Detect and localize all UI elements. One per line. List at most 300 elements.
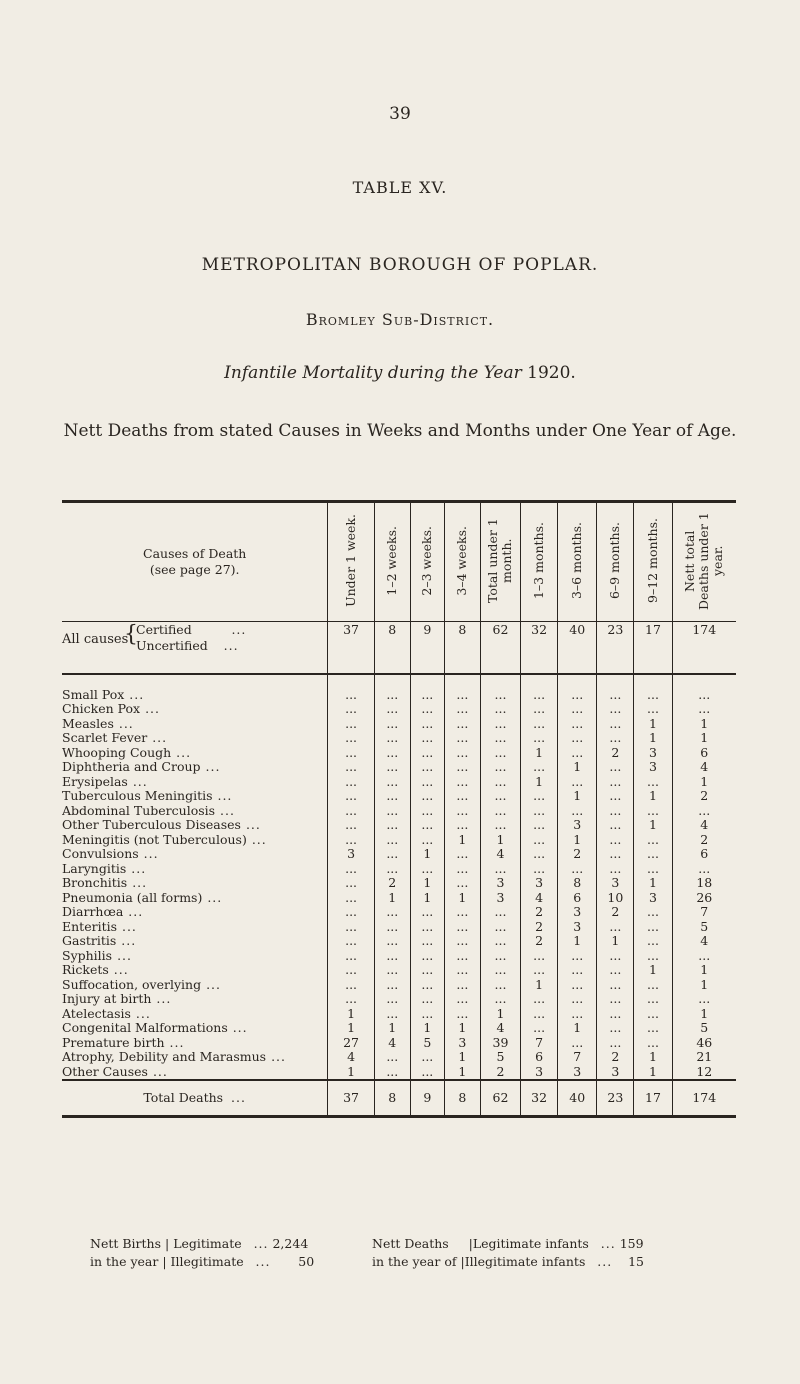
value-cell: ... bbox=[558, 1007, 597, 1022]
leader-dots: ... bbox=[147, 1064, 168, 1079]
cause-label: Tuberculous Meningitis ... bbox=[62, 789, 233, 803]
cause-label: Whooping Cough ... bbox=[62, 745, 192, 760]
cause-row bbox=[62, 833, 736, 848]
value-cell: 1 bbox=[558, 760, 597, 775]
value-cell: ... bbox=[410, 702, 444, 717]
deaths-summary: Nett Deaths |Legitimate infants ... 159 in the year of |Illegitimate infants ... 15 bbox=[372, 1236, 645, 1269]
cause-row bbox=[62, 804, 736, 819]
value-cell: 6 bbox=[672, 746, 736, 761]
value-cell: ... bbox=[672, 949, 736, 964]
leader-dots: ... bbox=[113, 716, 134, 731]
value-cell: ... bbox=[597, 760, 634, 775]
total-cell: 17 bbox=[634, 1080, 672, 1116]
value-cell: ... bbox=[597, 862, 634, 877]
leader-dots: ... bbox=[126, 861, 147, 876]
value-cell: ... bbox=[480, 992, 520, 1007]
value-cell: ... bbox=[672, 702, 736, 717]
value-cell: ... bbox=[410, 746, 444, 761]
column-header: 3–4 weeks. bbox=[444, 502, 480, 622]
value-cell: ... bbox=[558, 992, 597, 1007]
value-cell: ... bbox=[410, 731, 444, 746]
brace-glyph: | bbox=[165, 1236, 170, 1251]
value-cell: ... bbox=[328, 746, 374, 761]
leader-dots: ... bbox=[123, 905, 144, 919]
value-cell: ... bbox=[410, 1007, 444, 1022]
value-cell: ... bbox=[444, 876, 480, 891]
value-cell: ... bbox=[480, 717, 520, 732]
all-causes-cell: 32 bbox=[521, 622, 558, 674]
value-cell: 1 bbox=[328, 1021, 374, 1036]
value-cell: ... bbox=[597, 818, 634, 833]
value-cell: 5 bbox=[672, 1021, 736, 1036]
value-cell: ... bbox=[634, 949, 672, 964]
value-cell: 2 bbox=[597, 746, 634, 761]
value-cell: ... bbox=[374, 978, 410, 993]
cause-label: Measles ... bbox=[62, 716, 134, 731]
leader-dots: ... bbox=[138, 847, 159, 861]
brace-glyph: | bbox=[468, 1236, 473, 1251]
value-cell: 2 bbox=[521, 905, 558, 920]
cause-row bbox=[62, 1007, 736, 1022]
value-cell: 18 bbox=[672, 876, 736, 891]
total-cell: 174 bbox=[672, 1080, 736, 1116]
value-cell: ... bbox=[328, 833, 374, 848]
value-cell: ... bbox=[374, 731, 410, 746]
cause-row bbox=[62, 1065, 736, 1081]
value-cell: ... bbox=[444, 717, 480, 732]
value-cell: ... bbox=[521, 847, 558, 862]
all-causes-label bbox=[62, 622, 328, 674]
all-causes-cell: 62 bbox=[480, 622, 520, 674]
value-cell: ... bbox=[521, 1021, 558, 1036]
value-cell: ... bbox=[374, 746, 410, 761]
cause-row bbox=[62, 775, 736, 790]
cause-row bbox=[62, 702, 736, 717]
value-cell: ... bbox=[672, 862, 736, 877]
value-cell: ... bbox=[634, 847, 672, 862]
value-cell: ... bbox=[328, 731, 374, 746]
value-cell: ... bbox=[480, 963, 520, 978]
caption-year: 1920. bbox=[527, 363, 576, 383]
value-cell: ... bbox=[480, 934, 520, 949]
value-cell: ... bbox=[480, 702, 520, 717]
births-label: Nett Births bbox=[90, 1236, 162, 1251]
cause-row bbox=[62, 789, 736, 804]
value-cell: ... bbox=[597, 1021, 634, 1036]
causes-header-label: Causes of Death bbox=[143, 546, 247, 561]
table-description: Nett Deaths from stated Causes in Weeks and Months under One Year of Age. bbox=[63, 421, 737, 441]
causes-header bbox=[62, 502, 328, 622]
value-cell: ... bbox=[328, 876, 374, 891]
column-header: 2–3 weeks. bbox=[410, 502, 444, 622]
value-cell: ... bbox=[521, 731, 558, 746]
value-cell: ... bbox=[444, 963, 480, 978]
value-cell: ... bbox=[597, 963, 634, 978]
value-cell: 1 bbox=[597, 934, 634, 949]
value-cell: ... bbox=[558, 978, 597, 993]
value-cell: ... bbox=[410, 717, 444, 732]
total-deaths-label: Total Deaths ... bbox=[143, 1090, 246, 1106]
value-cell: 1 bbox=[410, 891, 444, 906]
value-cell: ... bbox=[374, 1065, 410, 1081]
column-header: 1–3 months. bbox=[521, 502, 558, 622]
value-cell: ... bbox=[328, 775, 374, 790]
value-cell: ... bbox=[328, 760, 374, 775]
value-cell: ... bbox=[374, 963, 410, 978]
cause-label: Bronchitis ... bbox=[62, 876, 148, 890]
cause-label: Abdominal Tuberculosis ... bbox=[62, 803, 235, 818]
value-cell: ... bbox=[444, 789, 480, 804]
value-cell: ... bbox=[410, 775, 444, 790]
value-cell: ... bbox=[444, 746, 480, 761]
value-cell: 26 bbox=[672, 891, 736, 906]
cause-row bbox=[62, 963, 736, 978]
cause-row bbox=[62, 760, 736, 775]
value-cell: 3 bbox=[328, 847, 374, 862]
value-cell: 5 bbox=[410, 1036, 444, 1051]
value-cell: 1 bbox=[410, 1021, 444, 1036]
value-cell: 1 bbox=[672, 775, 736, 790]
value-cell: ... bbox=[480, 862, 520, 877]
all-causes-cell: 9 bbox=[410, 622, 444, 674]
value-cell: 1 bbox=[672, 717, 736, 732]
value-cell: ... bbox=[480, 949, 520, 964]
births-illegitimate-label: Illegitimate bbox=[170, 1254, 244, 1269]
births-illegitimate-value: 50 bbox=[298, 1254, 315, 1269]
value-cell: ... bbox=[521, 949, 558, 964]
value-cell: 2 bbox=[597, 905, 634, 920]
value-cell: 8 bbox=[558, 876, 597, 891]
table-title: TABLE XV. bbox=[352, 178, 448, 197]
value-cell: ... bbox=[328, 891, 374, 906]
value-cell: 4 bbox=[480, 847, 520, 862]
value-cell: ... bbox=[410, 688, 444, 703]
cause-label: Suffocation, overlying ... bbox=[62, 977, 221, 992]
value-cell: ... bbox=[444, 760, 480, 775]
value-cell: ... bbox=[480, 920, 520, 935]
leader-dots: ... bbox=[117, 919, 137, 934]
cause-row bbox=[62, 934, 736, 949]
leader-dots: ... bbox=[240, 818, 261, 832]
value-cell: 1 bbox=[558, 934, 597, 949]
leader-dots: ... bbox=[227, 1021, 248, 1035]
value-cell: 3 bbox=[558, 1065, 597, 1081]
value-cell: 1 bbox=[480, 833, 520, 848]
value-cell: ... bbox=[374, 862, 410, 877]
value-cell: 1 bbox=[634, 876, 672, 891]
value-cell: 3 bbox=[597, 1065, 634, 1081]
certified-label: Certified ... bbox=[136, 622, 247, 637]
column-header: 6–9 months. bbox=[597, 502, 634, 622]
cause-label: Atrophy, Debility and Marasmus ... bbox=[62, 1050, 287, 1064]
all-causes-cell: 40 bbox=[558, 622, 597, 674]
total-cell: 9 bbox=[410, 1080, 444, 1116]
cause-row bbox=[62, 1036, 736, 1051]
value-cell: ... bbox=[374, 1050, 410, 1065]
value-cell: 3 bbox=[480, 876, 520, 891]
value-cell: ... bbox=[328, 905, 374, 920]
value-cell: ... bbox=[558, 804, 597, 819]
leader-dots: ... bbox=[151, 992, 172, 1006]
value-cell: ... bbox=[480, 746, 520, 761]
leader-dots: ... bbox=[124, 687, 145, 702]
cause-row bbox=[62, 992, 736, 1007]
cause-row bbox=[62, 1021, 736, 1036]
cause-row bbox=[62, 876, 736, 891]
leader-dots: ... bbox=[200, 760, 221, 774]
value-cell: ... bbox=[328, 717, 374, 732]
value-cell: 1 bbox=[672, 1007, 736, 1022]
value-cell: 27 bbox=[328, 1036, 374, 1051]
value-cell: ... bbox=[328, 789, 374, 804]
value-cell: ... bbox=[410, 934, 444, 949]
value-cell: 3 bbox=[558, 920, 597, 935]
value-cell: 2 bbox=[672, 789, 736, 804]
value-cell: 1 bbox=[374, 891, 410, 906]
value-cell: 7 bbox=[521, 1036, 558, 1051]
value-cell: ... bbox=[444, 862, 480, 877]
value-cell: ... bbox=[672, 804, 736, 819]
value-cell: ... bbox=[597, 789, 634, 804]
value-cell: 1 bbox=[634, 1050, 672, 1065]
value-cell: ... bbox=[410, 920, 444, 935]
value-cell: ... bbox=[374, 818, 410, 833]
value-cell: 3 bbox=[558, 905, 597, 920]
leader-dots: ... bbox=[202, 890, 223, 905]
value-cell: 3 bbox=[558, 818, 597, 833]
value-cell: ... bbox=[410, 1050, 444, 1065]
value-cell: ... bbox=[410, 1065, 444, 1081]
value-cell: ... bbox=[597, 804, 634, 819]
births-year-label: in the year bbox=[90, 1254, 159, 1269]
value-cell: ... bbox=[328, 978, 374, 993]
column-header: 3–6 months. bbox=[558, 502, 597, 622]
value-cell: ... bbox=[597, 847, 634, 862]
value-cell: ... bbox=[444, 688, 480, 703]
value-cell: ... bbox=[410, 963, 444, 978]
value-cell: 3 bbox=[634, 891, 672, 906]
value-cell: ... bbox=[521, 992, 558, 1007]
value-cell: ... bbox=[558, 862, 597, 877]
cause-row bbox=[62, 847, 736, 862]
value-cell: ... bbox=[410, 862, 444, 877]
value-cell: ... bbox=[521, 688, 558, 703]
leader-dots: ... bbox=[116, 934, 137, 948]
total-cell: 37 bbox=[328, 1080, 374, 1116]
value-cell: 4 bbox=[480, 1021, 520, 1036]
value-cell: ... bbox=[328, 934, 374, 949]
cause-row bbox=[62, 1050, 736, 1065]
value-cell: ... bbox=[634, 688, 672, 703]
value-cell: ... bbox=[328, 963, 374, 978]
value-cell: 4 bbox=[521, 891, 558, 906]
value-cell: ... bbox=[480, 760, 520, 775]
value-cell: ... bbox=[521, 963, 558, 978]
value-cell: ... bbox=[410, 992, 444, 1007]
leader-dots: ... bbox=[127, 774, 148, 789]
value-cell: 21 bbox=[672, 1050, 736, 1065]
cause-label: Convulsions ... bbox=[62, 847, 159, 861]
value-cell: 1 bbox=[634, 717, 672, 732]
value-cell: ... bbox=[634, 920, 672, 935]
value-cell: ... bbox=[374, 847, 410, 862]
value-cell: 3 bbox=[597, 876, 634, 891]
value-cell: ... bbox=[558, 949, 597, 964]
value-cell: ... bbox=[328, 818, 374, 833]
value-cell: ... bbox=[558, 1036, 597, 1051]
cause-row bbox=[62, 731, 736, 746]
value-cell: 3 bbox=[521, 1065, 558, 1081]
value-cell: ... bbox=[521, 833, 558, 848]
cause-row bbox=[62, 688, 736, 703]
causes-header-sub: (see page 27). bbox=[149, 562, 240, 577]
value-cell: ... bbox=[374, 920, 410, 935]
value-cell: 1 bbox=[444, 1050, 480, 1065]
value-cell: ... bbox=[634, 1021, 672, 1036]
value-cell: ... bbox=[558, 688, 597, 703]
value-cell: 1 bbox=[521, 746, 558, 761]
value-cell: ... bbox=[597, 978, 634, 993]
value-cell: ... bbox=[521, 862, 558, 877]
value-cell: 1 bbox=[521, 978, 558, 993]
value-cell: ... bbox=[444, 920, 480, 935]
value-cell: ... bbox=[634, 1036, 672, 1051]
value-cell: ... bbox=[480, 775, 520, 790]
value-cell: ... bbox=[634, 992, 672, 1007]
cause-label: Meningitis (not Tuberculous) ... bbox=[62, 832, 267, 847]
value-cell: ... bbox=[597, 949, 634, 964]
births-legitimate-value: 2,244 bbox=[272, 1236, 309, 1251]
deaths-year-label: in the year of bbox=[372, 1254, 457, 1269]
total-cell: 8 bbox=[444, 1080, 480, 1116]
value-cell: 4 bbox=[672, 818, 736, 833]
cause-label: Rickets ... bbox=[62, 963, 129, 977]
value-cell: ... bbox=[521, 818, 558, 833]
cause-row bbox=[62, 949, 736, 964]
value-cell: ... bbox=[374, 688, 410, 703]
value-cell: 1 bbox=[634, 1065, 672, 1081]
value-cell: ... bbox=[410, 760, 444, 775]
all-causes-cell: 23 bbox=[597, 622, 634, 674]
deaths-legitimate-value: 159 bbox=[619, 1236, 644, 1251]
value-cell: 3 bbox=[634, 760, 672, 775]
value-cell: 1 bbox=[634, 731, 672, 746]
leader-dots: ... bbox=[164, 1035, 185, 1050]
value-cell: 2 bbox=[558, 847, 597, 862]
value-cell: 1 bbox=[410, 847, 444, 862]
value-cell: ... bbox=[410, 978, 444, 993]
cause-row bbox=[62, 862, 736, 877]
value-cell: ... bbox=[672, 992, 736, 1007]
deaths-legitimate-label: Legitimate infants bbox=[472, 1236, 589, 1251]
value-cell: ... bbox=[410, 949, 444, 964]
value-cell: ... bbox=[444, 1007, 480, 1022]
value-cell: ... bbox=[634, 978, 672, 993]
value-cell: ... bbox=[521, 789, 558, 804]
value-cell: 2 bbox=[480, 1065, 520, 1081]
value-cell: ... bbox=[558, 775, 597, 790]
value-cell: ... bbox=[597, 920, 634, 935]
cause-label: Gastritis ... bbox=[62, 934, 137, 948]
caption-italic: Infantile Mortality during the Year bbox=[224, 363, 522, 383]
value-cell: ... bbox=[410, 804, 444, 819]
value-cell: 2 bbox=[521, 934, 558, 949]
value-cell: 2 bbox=[597, 1050, 634, 1065]
column-header: Total under 1 month. bbox=[480, 502, 520, 622]
value-cell: ... bbox=[634, 775, 672, 790]
value-cell: 1 bbox=[558, 789, 597, 804]
value-cell: ... bbox=[634, 833, 672, 848]
all-causes-cell: 174 bbox=[672, 622, 736, 674]
cause-row bbox=[62, 920, 736, 935]
leader-dots: ... bbox=[171, 745, 192, 760]
value-cell: 1 bbox=[672, 731, 736, 746]
page-number: 39 bbox=[389, 104, 411, 124]
value-cell: 5 bbox=[672, 920, 736, 935]
cause-label: Congenital Malformations ... bbox=[62, 1021, 248, 1035]
value-cell: ... bbox=[480, 818, 520, 833]
value-cell: ... bbox=[558, 702, 597, 717]
value-cell: ... bbox=[672, 688, 736, 703]
value-cell: ... bbox=[444, 731, 480, 746]
leader-dots: ... bbox=[201, 977, 221, 992]
leader-dots: ... bbox=[127, 876, 148, 890]
value-cell: ... bbox=[597, 1036, 634, 1051]
leader-dots: ... bbox=[130, 1006, 151, 1021]
value-cell: ... bbox=[480, 905, 520, 920]
value-cell: ... bbox=[521, 804, 558, 819]
cause-row bbox=[62, 717, 736, 732]
value-cell: 12 bbox=[672, 1065, 736, 1081]
all-causes-cell: 8 bbox=[444, 622, 480, 674]
value-cell: ... bbox=[374, 1007, 410, 1022]
all-causes-cell: 17 bbox=[634, 622, 672, 674]
cause-label: Diarrhœa ... bbox=[62, 905, 144, 919]
value-cell: 1 bbox=[374, 1021, 410, 1036]
value-cell: 1 bbox=[558, 833, 597, 848]
value-cell: 4 bbox=[328, 1050, 374, 1065]
value-cell: 1 bbox=[634, 818, 672, 833]
value-cell: ... bbox=[374, 789, 410, 804]
value-cell: ... bbox=[480, 731, 520, 746]
births-summary: Nett Births | Legitimate ... 2,244 in the year | Illegitimate ... 50 bbox=[90, 1236, 315, 1269]
value-cell: ... bbox=[374, 760, 410, 775]
value-cell: ... bbox=[444, 905, 480, 920]
value-cell: 1 bbox=[672, 963, 736, 978]
leader-dots: ... bbox=[147, 731, 168, 745]
value-cell: ... bbox=[521, 717, 558, 732]
value-cell: ... bbox=[597, 1007, 634, 1022]
column-header: 1–2 weeks. bbox=[374, 502, 410, 622]
cause-label: Diphtheria and Croup ... bbox=[62, 760, 221, 774]
infant-mortality-table bbox=[62, 500, 736, 1118]
value-cell: 39 bbox=[480, 1036, 520, 1051]
cause-label: Enteritis ... bbox=[62, 919, 137, 934]
cause-label: Laryngitis ... bbox=[62, 861, 147, 876]
value-cell: ... bbox=[328, 949, 374, 964]
value-cell: 1 bbox=[410, 876, 444, 891]
value-cell: 6 bbox=[558, 891, 597, 906]
brace-glyph: | bbox=[460, 1254, 465, 1269]
deaths-label: Nett Deaths bbox=[372, 1236, 449, 1251]
total-cell: 40 bbox=[558, 1080, 597, 1116]
value-cell: ... bbox=[328, 688, 374, 703]
value-cell: ... bbox=[597, 775, 634, 790]
value-cell: 4 bbox=[374, 1036, 410, 1051]
value-cell: ... bbox=[558, 963, 597, 978]
value-cell: ... bbox=[374, 775, 410, 790]
value-cell: 2 bbox=[374, 876, 410, 891]
